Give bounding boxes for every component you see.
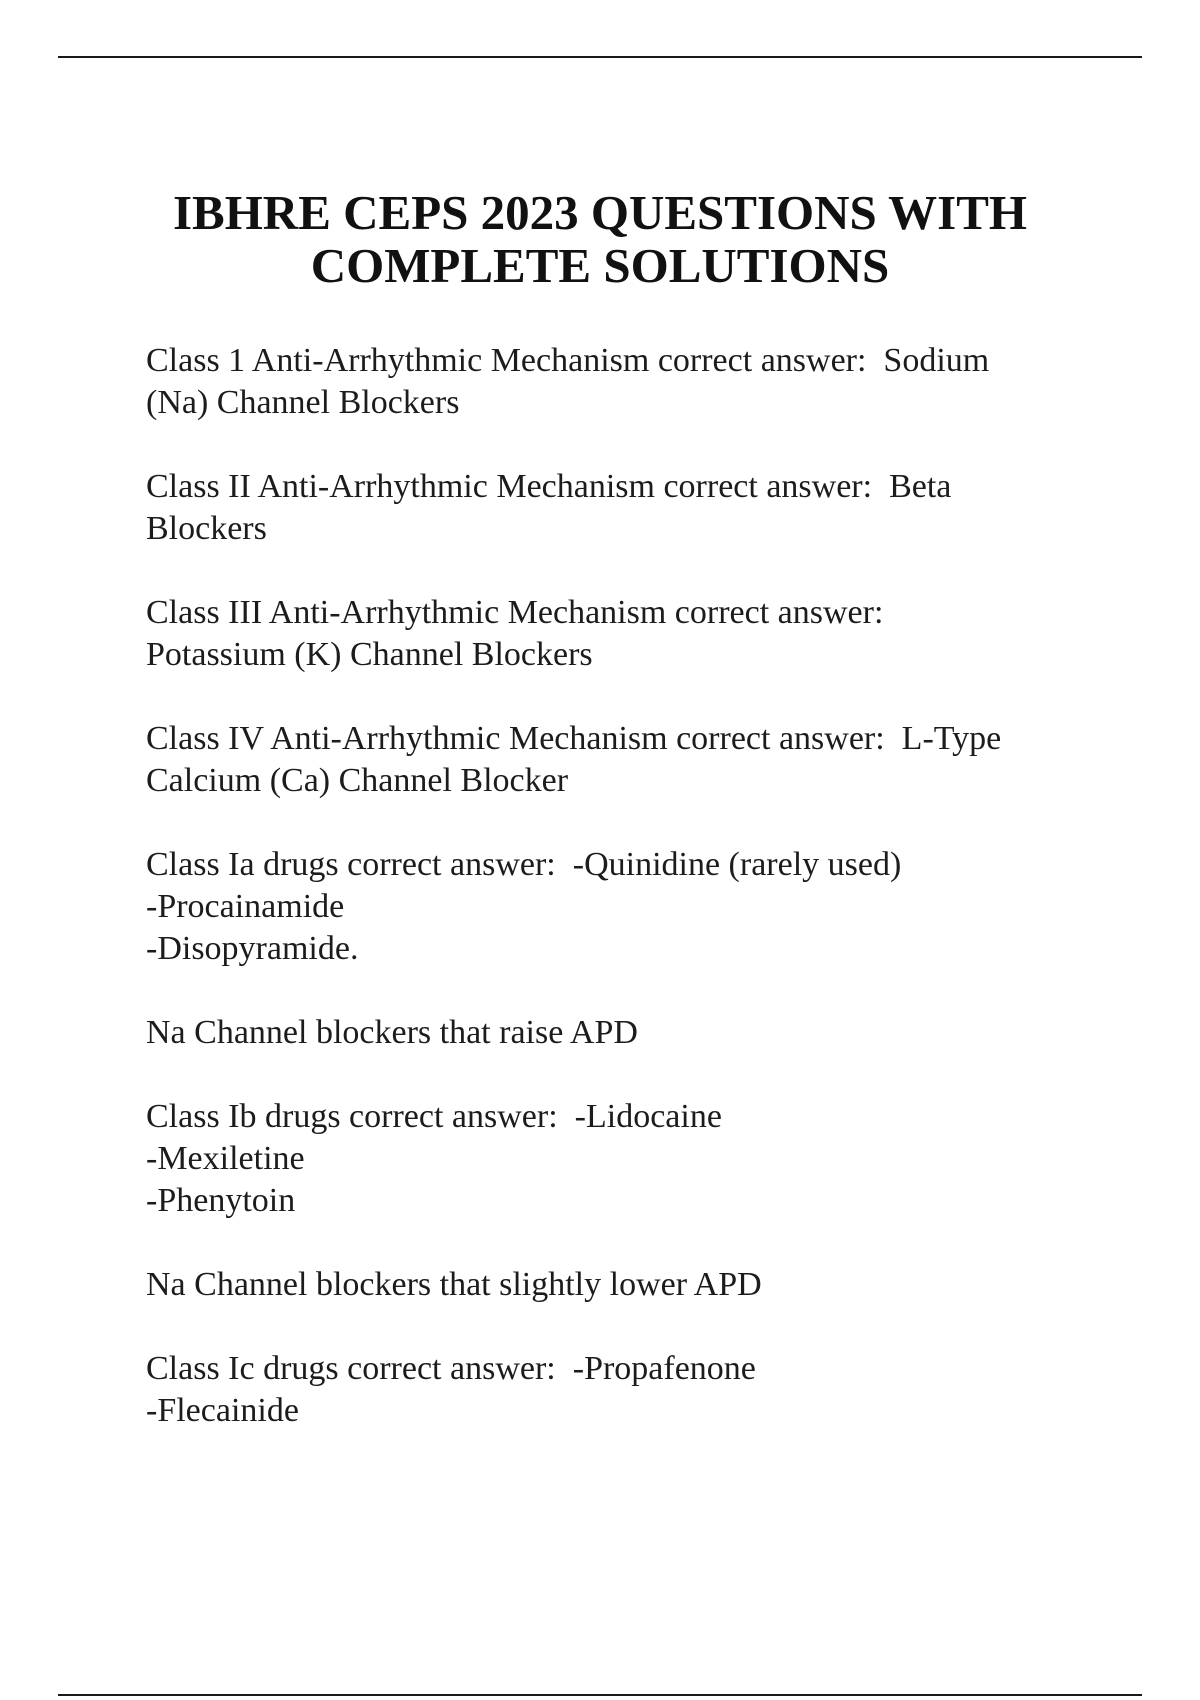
qa-entry-class-4-mechanism xyxy=(146,718,1086,802)
qa-entry-note-lower-apd xyxy=(146,1264,1086,1306)
entry-line: -Flecainide xyxy=(146,1392,299,1429)
entry-line: Class IV Anti-Arrhythmic Mechanism correct answer: L-Type xyxy=(146,720,1002,757)
qa-entry-class-ib-drugs xyxy=(146,1096,1086,1222)
entry-line: Class Ic drugs correct answer: -Propafenone xyxy=(146,1350,756,1387)
entry-line: Na Channel blockers that slightly lower APD xyxy=(146,1266,762,1303)
qa-entry-class-2-mechanism xyxy=(146,466,1086,550)
top-divider xyxy=(58,56,1142,58)
bottom-divider xyxy=(58,1694,1142,1696)
entry-line: Class Ia drugs correct answer: -Quinidine (rarely used) xyxy=(146,846,902,883)
entry-line: Blockers xyxy=(146,510,267,547)
qa-list xyxy=(146,340,1086,1432)
entry-line: Class III Anti-Arrhythmic Mechanism correct answer: xyxy=(146,594,884,631)
entry-line: Potassium (K) Channel Blockers xyxy=(146,636,593,673)
qa-entry-class-3-mechanism xyxy=(146,592,1086,676)
qa-entry-class-1-mechanism xyxy=(146,340,1086,424)
entry-line: -Phenytoin xyxy=(146,1182,296,1219)
entry-line: Class II Anti-Arrhythmic Mechanism correct answer: Beta xyxy=(146,468,952,505)
entry-line: Class Ib drugs correct answer: -Lidocaine xyxy=(146,1098,722,1135)
entry-line: -Mexiletine xyxy=(146,1140,305,1177)
entry-line: Class 1 Anti-Arrhythmic Mechanism correct answer: Sodium xyxy=(146,342,990,379)
title-line: COMPLETE SOLUTIONS xyxy=(310,238,890,293)
qa-entry-note-raise-apd xyxy=(146,1012,1086,1054)
qa-entry-class-ic-drugs xyxy=(146,1348,1086,1432)
entry-line: Na Channel blockers that raise APD xyxy=(146,1014,638,1051)
entry-line: -Procainamide xyxy=(146,888,345,925)
entry-line: Calcium (Ca) Channel Blocker xyxy=(146,762,569,799)
page-title xyxy=(58,186,1142,292)
entry-line: -Disopyramide. xyxy=(146,930,359,967)
title-line: IBHRE CEPS 2023 QUESTIONS WITH xyxy=(172,185,1028,240)
qa-entry-class-ia-drugs xyxy=(146,844,1086,970)
entry-line: (Na) Channel Blockers xyxy=(146,384,460,421)
